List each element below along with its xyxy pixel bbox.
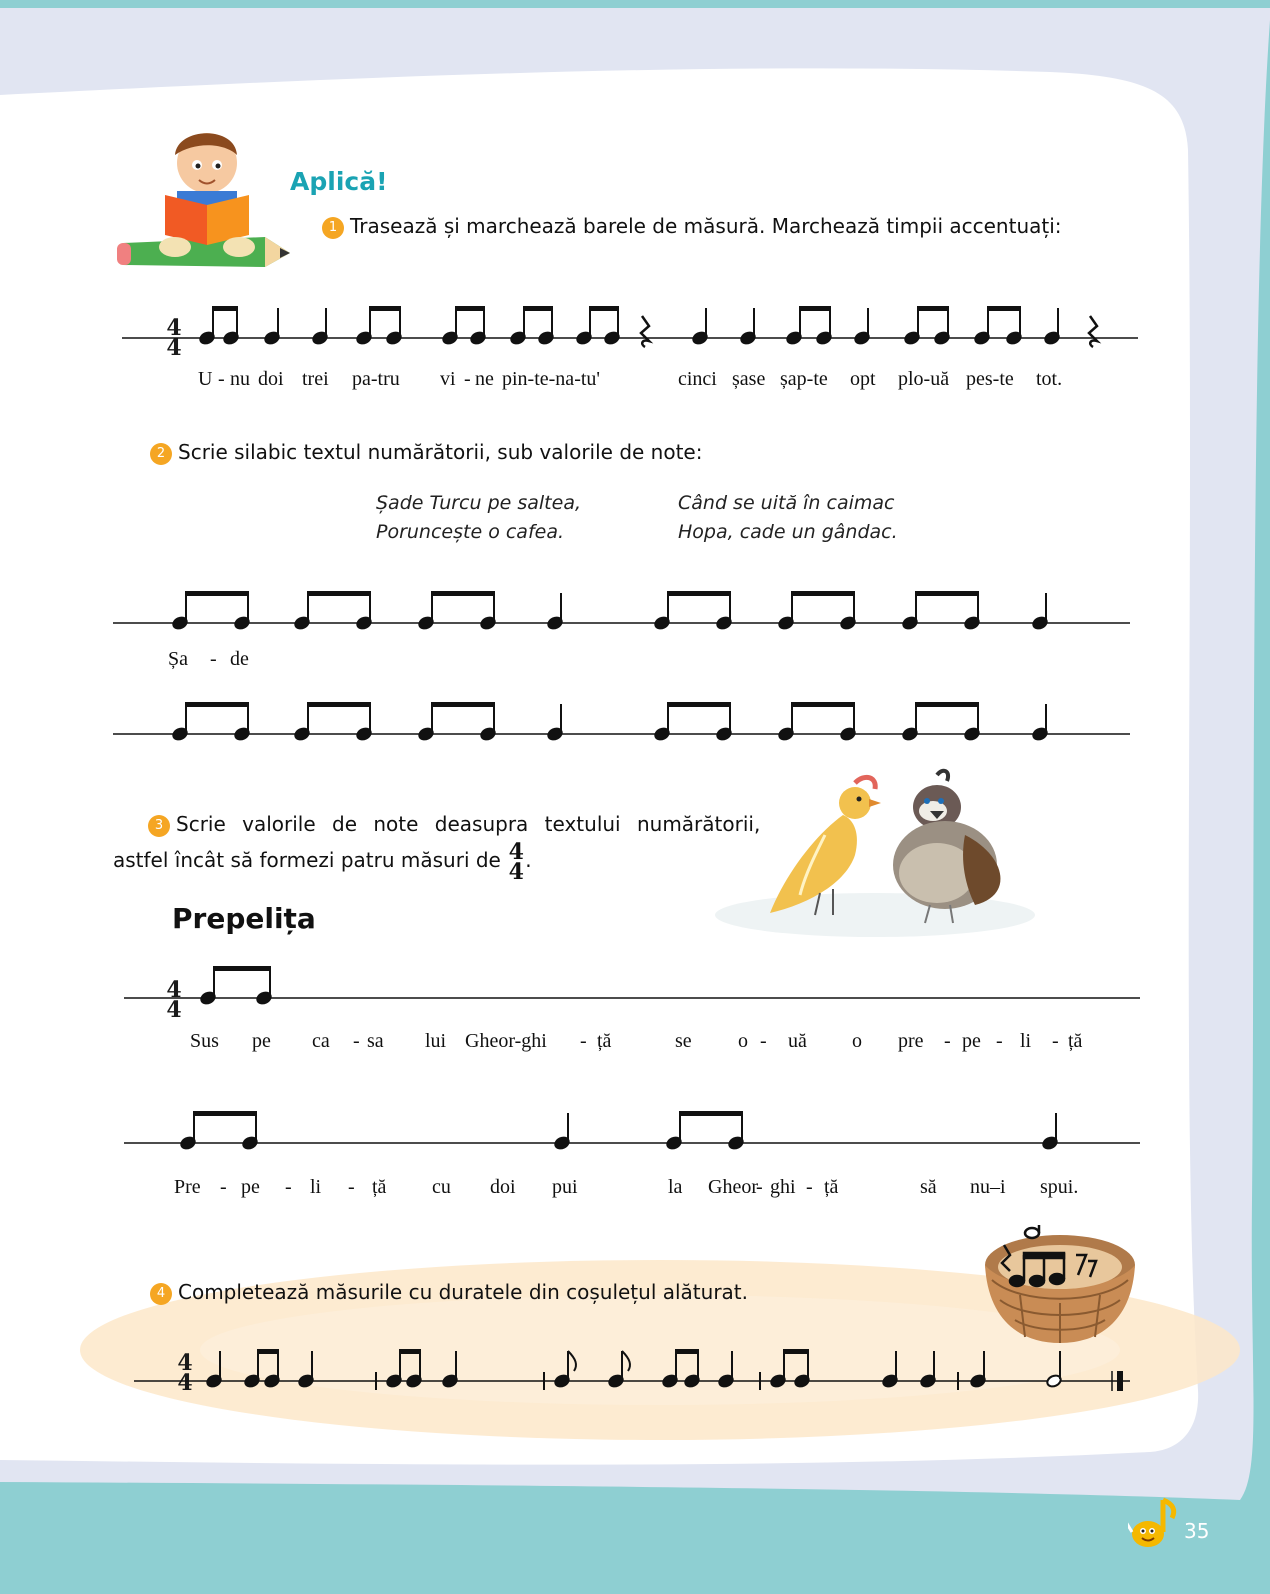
lyric-syllable: pe [241,1176,260,1198]
lyric-syllable: pui [552,1176,578,1198]
lyric-syllable: o [852,1030,862,1052]
lyric-syllable: Pre [174,1176,201,1198]
ts-bottom: 4 [166,997,182,1023]
note-beam [667,702,731,707]
note-beam [185,591,249,596]
lyric-syllable: ță [824,1176,839,1198]
boy-reading-pencil-icon [115,125,295,275]
ex2-number-badge: 2 [150,443,172,465]
note-beam [193,1111,257,1116]
lyric-syllable: li [310,1176,322,1198]
lyric-syllable: cinci [678,368,717,390]
lyric-syllable: vi [440,368,456,390]
ex4-number-badge: 4 [150,1283,172,1305]
lyric-syllable: pe [962,1030,981,1052]
note-beam [212,306,238,311]
note-beam [675,1349,699,1354]
lyric-syllable: plo-uă [898,368,950,390]
lyric-syllable: pe [252,1030,271,1052]
note-beam [185,702,249,707]
note-beam [369,306,401,311]
note-beam [667,591,731,596]
lyric-syllable: - [806,1176,813,1198]
poem-right [678,489,898,547]
lyric-syllable: ca [312,1030,330,1052]
lyric-syllable: ne [475,368,494,390]
lyric-syllable: - [1052,1030,1059,1052]
note-beam [307,591,371,596]
lyric-syllable: - [756,1176,763,1198]
note-beam [915,591,979,596]
page-number: 35 [1184,1519,1210,1543]
lyric-syllable: - [464,368,471,390]
poem-left [376,489,581,547]
note-beam [307,702,371,707]
quarter-rest [641,316,649,347]
lyric-syllable: uă [788,1030,807,1052]
lyric-syllable: U [198,368,213,390]
ts-top: 4 [166,977,182,1003]
ex4-instruction-text: Completează măsurile cu duratele din coșulețul alăturat. [178,1280,748,1304]
note-beam [257,1349,279,1354]
note-beam [213,966,271,971]
ex3-instruction-text2: astfel încât să formezi patru măsuri de [113,848,501,872]
ex4-instruction [150,1280,748,1305]
song-title: Prepelița [172,902,316,935]
lyric-syllable: Șa [168,648,188,670]
heading: Aplică! [290,167,388,196]
ex3-instruction-end: . [525,848,532,872]
ex2-instruction [150,440,702,465]
ex1-lyrics [0,368,1270,398]
lyric-syllable: ghi [770,1176,796,1198]
ts-top: 4 [166,315,182,341]
ts-bottom: 4 [177,1370,193,1396]
ex3-staff-1 [0,950,1270,1023]
poem-line: Poruncește o cafea. [376,521,565,543]
lyric-syllable: cu [432,1176,451,1198]
lyric-syllable: de [230,648,249,670]
ex3-inline-time-signature [507,839,525,885]
lyric-syllable: o [738,1030,748,1052]
note-beam [431,702,495,707]
ex2-instruction-text: Scrie silabic textul numărătorii, sub valorile de note: [178,440,703,464]
lyric-syllable: sa [367,1030,384,1052]
ex2-staff-2 [0,686,1270,756]
lyric-syllable: se [675,1030,692,1052]
ts-bottom: 4 [508,859,524,885]
note-beam [679,1111,743,1116]
lyric-syllable: - [210,648,217,670]
note-beam [987,306,1021,311]
lyric-syllable: spui. [1040,1176,1079,1198]
ex1-number-badge: 1 [322,217,344,239]
lyric-syllable: - [944,1030,951,1052]
lyric-syllable: șap-te [780,368,828,390]
note-beam [791,702,855,707]
ex3-instruction-text: Scrie valorile de note deasupra textului numărătorii, [176,812,761,836]
ex3-lyrics-1 [0,1030,1270,1060]
lyric-syllable: - [218,368,225,390]
lyric-syllable: opt [850,368,876,390]
lyric-syllable: li [1020,1030,1032,1052]
final-bar-thick [1117,1371,1123,1391]
lyric-syllable: tot. [1036,368,1063,390]
ex2-staff-1 [0,575,1270,645]
note-flag [568,1351,576,1371]
poem-line: Când se uită în caimac [678,492,895,514]
ts-top: 4 [177,1350,193,1376]
lyric-syllable: Gheor-ghi [465,1030,547,1052]
note-beam [455,306,485,311]
lyric-syllable: la [668,1176,683,1198]
ex1-instruction-text: Trasează și marchează barele de măsură. Marchează timpii accentuați: [350,214,1062,238]
lyric-syllable: - [348,1176,355,1198]
ex2-lyrics [0,648,1270,678]
note-beam [915,702,979,707]
note-beam [431,591,495,596]
note-beam [799,306,831,311]
ex3-staff-2 [0,1095,1270,1165]
lyric-syllable: pes-te [966,368,1014,390]
lyric-syllable: doi [258,368,284,390]
quarter-rest [1089,316,1097,347]
music-note-mascot-icon [1128,1496,1180,1552]
lyric-syllable: pa-tru [352,368,400,390]
ex3-number-badge: 3 [148,815,170,837]
note-beam [523,306,553,311]
note-beam [791,591,855,596]
lyric-syllable: - [220,1176,227,1198]
lyric-syllable: trei [302,368,329,390]
quail-birds-icon [715,765,1035,940]
lyric-syllable: nu [230,368,250,390]
lyric-syllable: - [353,1030,360,1052]
lyric-syllable: doi [490,1176,516,1198]
note-beam [917,306,949,311]
note-flag [622,1351,630,1371]
note-beam [589,306,619,311]
ex1-staff [0,290,1270,360]
ex4-staff [0,1325,1270,1395]
lyric-syllable: să [920,1176,937,1198]
lyric-syllable: nu–i [970,1176,1006,1198]
ts-bottom: 4 [166,335,182,361]
lyric-syllable: - [996,1030,1003,1052]
ts-top: 4 [508,839,524,865]
poem-line: Șade Turcu pe saltea, [376,492,582,514]
lyric-syllable: ță [1068,1030,1083,1052]
note-beam [399,1349,421,1354]
lyric-syllable: ță [372,1176,387,1198]
note-beam [783,1349,809,1354]
lyric-syllable: - [760,1030,767,1052]
lyric-syllable: ță [597,1030,612,1052]
lyric-syllable: Gheor [708,1176,758,1198]
lyric-syllable: - [580,1030,587,1052]
ex3-instruction-line1 [148,812,760,837]
lyric-syllable: Sus [190,1030,219,1052]
lyric-syllable: pre [898,1030,924,1052]
ex1-instruction [322,214,1062,239]
lyric-syllable: șase [732,368,766,390]
lyric-syllable: lui [425,1030,447,1052]
ex3-lyrics-2 [0,1176,1270,1206]
ex3-instruction-line2 [113,839,532,885]
lyric-syllable: - [285,1176,292,1198]
poem-line: Hopa, cade un gândac. [678,521,898,543]
lyric-syllable: pin-te-na-tu' [502,368,601,390]
